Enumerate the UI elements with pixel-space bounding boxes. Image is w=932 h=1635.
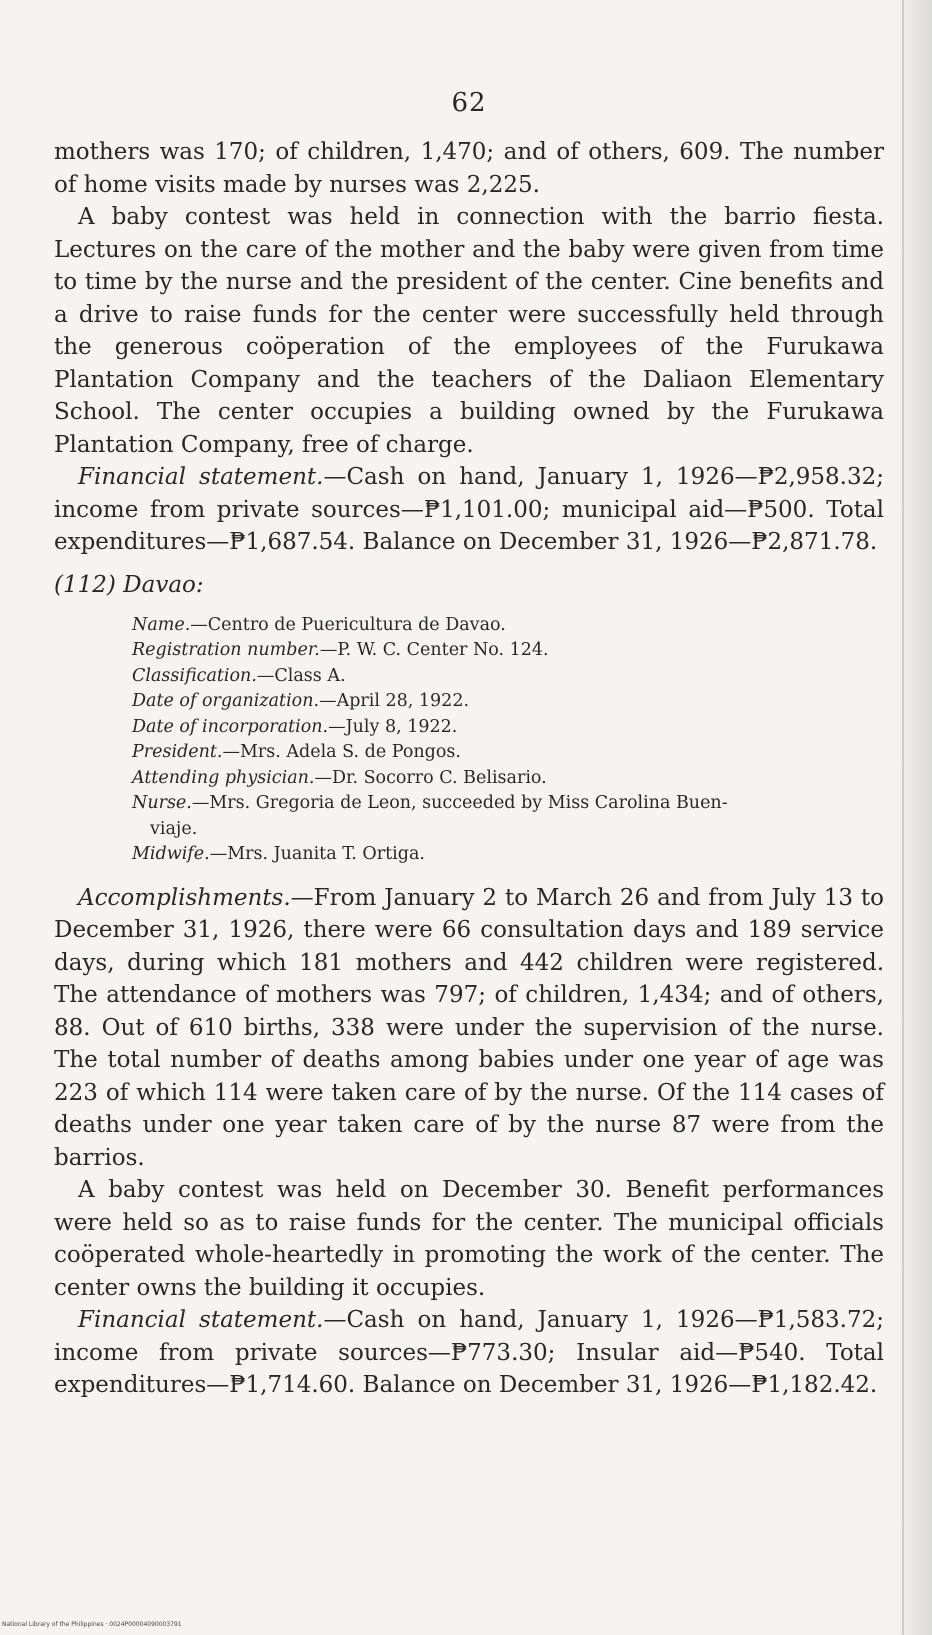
- financial-statement-1-label: Financial statement.: [78, 464, 324, 490]
- detail-midwife: Midwife.—Mrs. Juanita T. Ortiga.: [132, 844, 425, 864]
- financial-statement-2-text: —Cash on hand, January 1, 1926—₱1,583.72; income from private sources—₱773.30; Insular aid—₱540. Total expenditures—₱1,714.60. Balance on December 31, 1926—₱1,182.42.: [54, 1307, 884, 1398]
- financial-statement-2-label: Financial statement.: [78, 1307, 324, 1333]
- page-edge-shadow: [894, 0, 932, 1635]
- page-edge-line: [902, 0, 904, 1635]
- accomplishments: [54, 882, 884, 1175]
- detail-name: Name.—Centro de Puericultura de Davao.: [132, 614, 506, 635]
- detail-classification: Classification.—Class A.: [132, 665, 346, 686]
- document-page: [54, 88, 884, 1402]
- scan-footer: National Library of the Philippines · 0024P00004090003791: [2, 1621, 182, 1628]
- detail-date-organization: Date of organization.—April 28, 1922.: [132, 691, 470, 711]
- financial-statement-1: [54, 461, 884, 559]
- page-number: 62: [451, 88, 487, 118]
- section-name: Davao:: [123, 571, 204, 598]
- detail-physician: Attending physician.—Dr. Socorro C. Belisario.: [132, 767, 547, 788]
- accomplishments-text: —From January 2 to March 26 and from July 13 to December 31, 1926, there were 66 consultation days and 189 service days, during which 181 mothers and 442 children were registered. The attendance of mothers was 797; of children, 1,434; and of others, 88. Out of 610 births, 338 were under the supervision of the nurse. The total number of deaths among babies under one year of age was 223 of which 114 were taken care of by the nurse. Of the 114 cases of deaths under one year taken care of by the nurse 87 were from the barrios.: [54, 884, 884, 1171]
- accomplishments-label: Accomplishments.: [78, 884, 291, 911]
- paragraph-2: A baby contest was held in connection with the barrio fiesta. Lectures on the care of the mother and the baby were given from time to time by the nurse and the president of the center. Cine benefits and a drive to raise funds for the center were successfully held through the generous coöperation of the employees of the Furukawa Plantation Company and the teachers of the Daliaon Elementary School. The center occupies a building owned by the Furukawa Plantation Company, free of charge.: [54, 204, 884, 458]
- paragraph-1: mothers was 170; of children, 1,470; and of others, 609. The number of home visits made by nurses was 2,225.: [54, 139, 884, 198]
- detail-date-incorporation: Date of incorporation.—July 8, 1922.: [132, 716, 458, 737]
- financial-statement-2: [54, 1304, 884, 1402]
- detail-president: President.—Mrs. Adela S. de Pongos.: [132, 742, 461, 762]
- detail-nurse-continued: viaje.: [150, 818, 198, 839]
- paragraph-3: A baby contest was held on December 30. Benefit performances were held so as to raise funds for the center. The municipal officials coöperated whole-heartedly in promoting the work of the center. The center owns the building it occupies.: [54, 1177, 884, 1301]
- financial-statement-1-text: —Cash on hand, January 1, 1926—₱2,958.32; income from private sources—₱1,101.00; municipal aid—₱500. Total expenditures—₱1,687.54. Balance on December 31, 1926—₱2,871.78.: [54, 464, 884, 555]
- section-number: (112): [54, 571, 116, 598]
- detail-registration: Registration number.—P. W. C. Center No. 124.: [132, 640, 549, 660]
- detail-nurse: Nurse.—Mrs. Gregoria de Leon, succeeded by Miss Carolina Buen-: [132, 793, 728, 813]
- section-heading-davao: [54, 569, 884, 601]
- center-details: [132, 613, 884, 868]
